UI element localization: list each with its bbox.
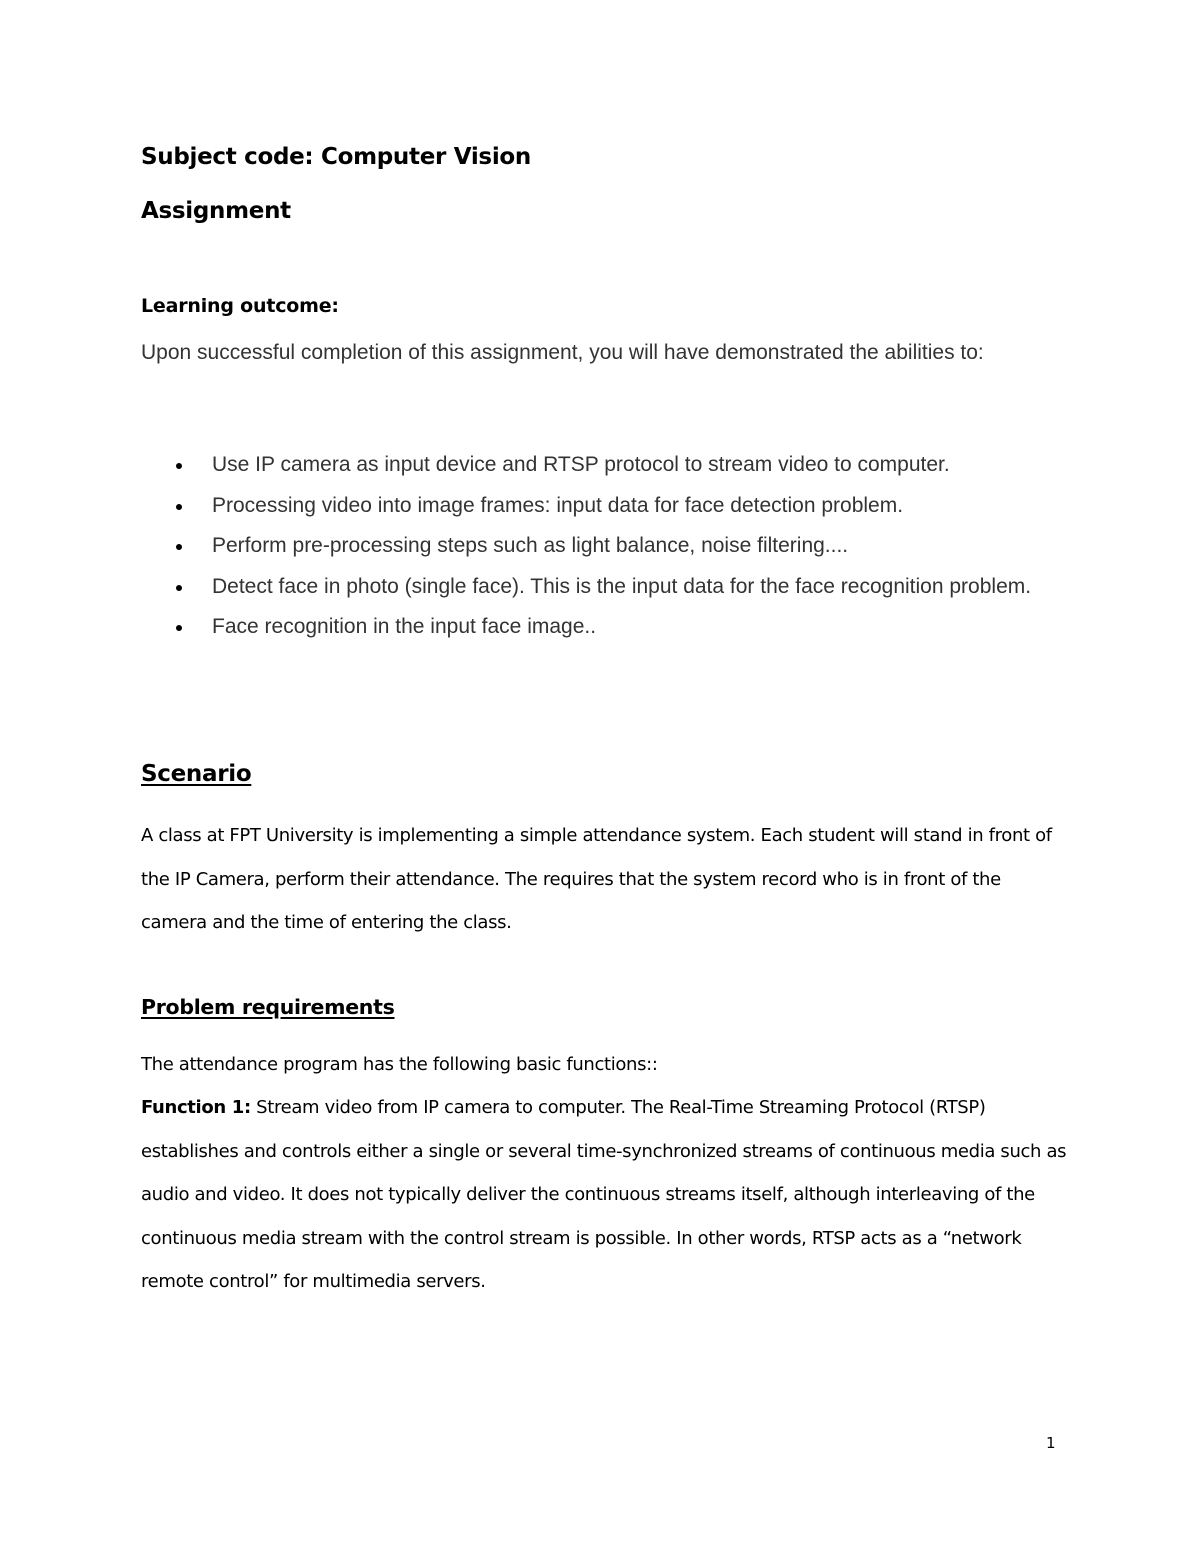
learning-outcome-heading: Learning outcome: — [141, 295, 339, 317]
problem-requirements-intro: The attendance program has the following basic functions:: — [141, 1054, 658, 1075]
scenario-heading: Scenario — [141, 761, 252, 787]
list-item: Use IP camera as input device and RTSP protocol to stream video to computer. — [141, 445, 1071, 486]
function-1-text: Stream video from IP camera to computer. The Real-Time Streaming Protocol (RTSP) establishes and controls either a single or several time-synchronized streams of continuous media such as audio and video. It does not typically deliver the continuous streams itself, although interleaving of the continuous media stream with the control stream is possible. In other words, RTSP acts as a “network remote control” for multimedia servers. — [141, 1097, 1067, 1292]
list-item: Processing video into image frames: input data for face detection problem. — [141, 486, 1071, 527]
page-number: 1 — [1046, 1434, 1056, 1452]
list-item: Face recognition in the input face image.. — [141, 607, 1071, 648]
problem-requirements-heading: Problem requirements — [141, 995, 395, 1019]
learning-outcome-list — [141, 445, 1071, 648]
assignment-label: Assignment — [141, 198, 291, 224]
function-1-label: Function 1: — [141, 1097, 251, 1118]
list-item: Detect face in photo (single face). This is the input data for the face recognition problem. — [141, 567, 1071, 608]
learning-outcome-intro: Upon successful completion of this assignment, you will have demonstrated the abilities to: — [141, 341, 984, 364]
function-1-paragraph — [141, 1086, 1071, 1304]
list-item: Perform pre-processing steps such as light balance, noise filtering.... — [141, 526, 1071, 567]
subject-line: Subject code: Computer Vision — [141, 144, 531, 170]
scenario-text: A class at FPT University is implementing a simple attendance system. Each student will stand in front of the IP Camera, perform their attendance. The requires that the system record who is in front of the camera and the time of entering the class. — [141, 825, 1052, 933]
